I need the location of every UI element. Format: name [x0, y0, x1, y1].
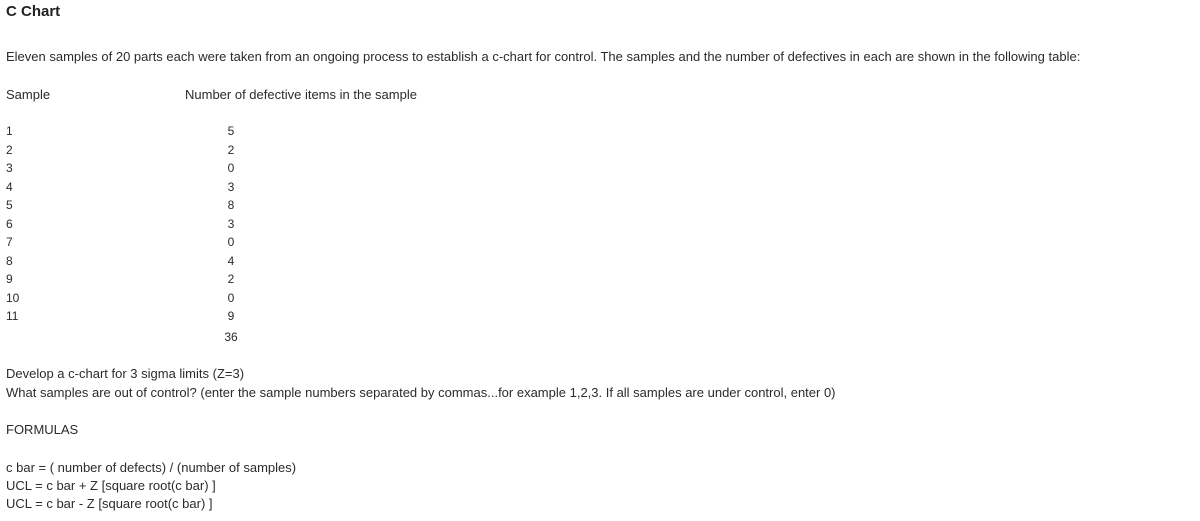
instruction-text: Develop a c-chart for 3 sigma limits (Z=3): [6, 366, 245, 381]
sample-cell: 1: [6, 124, 13, 138]
formulas-list: [6, 459, 296, 513]
sample-cell: 3: [6, 161, 13, 175]
defects-total: 36: [224, 330, 238, 344]
sample-cell: 9: [6, 272, 13, 286]
table-row: [0, 180, 300, 199]
question-text: What samples are out of control? (enter the sample numbers separated by commas...for example 1,2,3. If all samples are under control, enter 0): [6, 385, 836, 400]
defects-cell: 2: [227, 272, 235, 286]
defects-cell: 5: [227, 124, 235, 138]
intro-text: Eleven samples of 20 parts each were taken from an ongoing process to establish a c-chart for control. The samples and the number of defectives in each are shown in the following table:: [6, 49, 1081, 64]
defects-cell: 3: [227, 179, 235, 194]
formula-lcl: UCL = c bar - Z [square root(c bar) ]: [6, 496, 213, 511]
sample-cell: 8: [6, 253, 13, 268]
defects-cell: 2: [227, 142, 235, 157]
table-row: [0, 235, 300, 254]
sample-cell: 7: [6, 235, 13, 249]
sample-cell: 2: [6, 142, 13, 157]
table-row: [0, 143, 300, 162]
defects-cell: 9: [227, 309, 235, 323]
table-row: [0, 272, 300, 291]
defects-cell: 0: [227, 161, 235, 175]
table-row: [0, 198, 300, 217]
page-title: C Chart: [6, 3, 61, 20]
sample-cell: 5: [6, 198, 13, 212]
table-row: [0, 309, 300, 328]
table-row: [0, 124, 300, 143]
defects-cell: 0: [227, 235, 235, 249]
formula-ucl: UCL = c bar + Z [square root(c bar) ]: [6, 478, 216, 493]
data-table: [0, 124, 300, 328]
defects-cell: 4: [227, 253, 235, 268]
defects-cell: 0: [227, 290, 235, 305]
table-row: [0, 217, 300, 236]
sample-cell: 11: [6, 309, 19, 323]
formulas-heading: FORMULAS: [6, 422, 79, 437]
sample-cell: 4: [6, 179, 13, 194]
table-row: [0, 291, 300, 310]
table-row: [0, 161, 300, 180]
sample-cell: 10: [6, 290, 20, 305]
sample-cell: 6: [6, 216, 13, 231]
formula-c-bar: c bar = ( number of defects) / (number of samples): [6, 460, 297, 475]
defects-cell: 8: [227, 198, 235, 212]
defects-cell: 3: [227, 216, 235, 231]
defects-column-header: Number of defective items in the sample: [185, 87, 417, 102]
table-row: [0, 254, 300, 273]
sample-column-header: Sample: [6, 87, 51, 102]
